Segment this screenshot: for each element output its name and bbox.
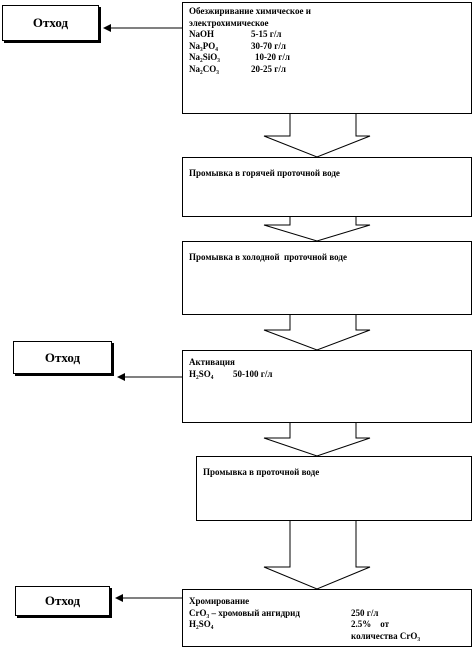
reagent-amount-line2: количества CrO₃ — [351, 630, 421, 641]
reagent-formula: H₂SO₄ — [189, 368, 214, 379]
reagent-formula: H₂SO₄ — [189, 619, 214, 629]
step-cold-rinse-title: Промывка в холодной проточной воде — [189, 252, 347, 262]
reagent-amount: 30-70 г/л — [251, 40, 286, 51]
reagent-formula: Na₂SiO₃ — [189, 52, 220, 62]
step-degreasing-title: Обезжиривание химическое и электрохимическое — [189, 6, 311, 28]
waste-box-2 — [13, 341, 112, 374]
reagent-formula: NaOH — [189, 29, 215, 39]
waste-label: Отход — [44, 349, 81, 365]
step-degreasing — [182, 2, 472, 114]
waste-box-3 — [15, 586, 110, 616]
step-final-rinse-title: Промывка в проточной воде — [203, 467, 320, 477]
reagent-formula: Na₂CO₃ — [189, 63, 219, 74]
reagent-amount: 2.5% от — [351, 619, 390, 629]
reagent-amount: 5-15 г/л — [251, 29, 282, 39]
step-activation-title: Активация — [189, 357, 235, 367]
step-hot-rinse-title: Промывка в горячей проточной воде — [189, 168, 340, 178]
waste-box-1 — [2, 5, 99, 41]
step-activation — [182, 350, 472, 423]
flow-arrow-5 — [264, 520, 370, 589]
flow-arrow-3 — [264, 314, 370, 350]
spacer — [189, 631, 351, 643]
flow-arrow-2 — [264, 216, 370, 241]
reagent-formula: Na₃PO₄ — [189, 40, 218, 51]
waste-label: Отход — [44, 593, 81, 608]
step-chromium-plating — [182, 589, 472, 647]
step-cold-rinse — [182, 241, 472, 315]
reagent-amount: 20-25 г/л — [251, 63, 286, 74]
waste-label: Отход — [32, 15, 69, 30]
reagent-amount: 50-100 г/л — [233, 368, 273, 379]
reagent-amount: 10-20 г/л — [255, 52, 290, 62]
step-hot-rinse — [182, 157, 472, 217]
flow-arrow-4 — [264, 422, 370, 456]
flow-arrow-1 — [264, 113, 370, 157]
step-final-rinse — [196, 456, 472, 521]
reagent-formula: CrO₃ – хромовый ангидрид — [189, 607, 300, 618]
step-chromium-plating-title: Хромирование — [189, 596, 250, 606]
reagent-amount: 250 г/л — [351, 607, 379, 618]
